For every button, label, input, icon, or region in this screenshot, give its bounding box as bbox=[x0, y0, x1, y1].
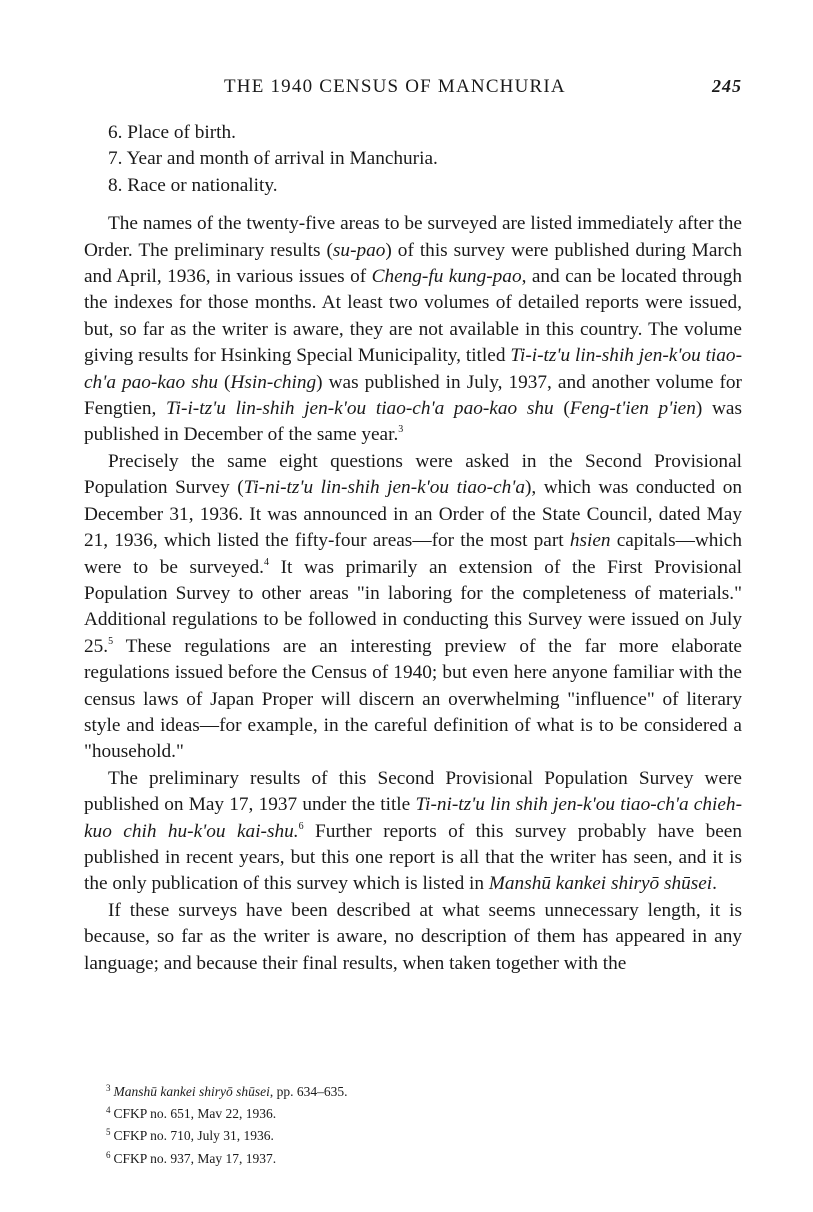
running-title: THE 1940 CENSUS OF MANCHURIA bbox=[224, 76, 566, 97]
footnotes bbox=[106, 1079, 726, 1168]
running-head bbox=[112, 76, 742, 106]
list-item: 8. Race or nationality. bbox=[108, 174, 278, 196]
footnote-ref: 5 bbox=[108, 635, 114, 647]
body-text bbox=[84, 120, 742, 977]
paragraph-2: Precisely the same eight questions were asked in the Second Provisional Population Survey (Ti-ni-tz'u lin-shih jen-k'ou tiao-ch'a), which was conducted on December 31, 1936. It was announced in an Order of the State Council, dated May 21, 1936, which listed the fifty-four areas—for the most part hsien capitals—which were to be surveyed.$^4$ It was primarily an extension of the First Provisional Population Survey to other areas "in laboring for the completeness of materials." Additional regulations to be followed in conducting this Survey were issued on July 25.$^5$ These regulations are an interesting preview of the far more elaborate regulations issued before the Census of 1940; but even here anyone familiar with the census laws of Japan Proper will discern an overwhelming "influence" of literary style and ideas—for example, in the careful definition of what is to be considered a "household." bbox=[84, 450, 742, 763]
list-item: 6. Place of birth. bbox=[108, 122, 236, 143]
footnote-ref: 4 bbox=[263, 556, 269, 568]
paragraph-1: The names of the twenty-five areas to be surveyed are listed immediately after the Order. The preliminary results (su-pao) of this survey were published during March and April, 1936, in various issues of Cheng-fu kung-pao, and can be located through the indexes for those months. At least two volumes of detailed reports were issued, but, so far as the writer is aware, they are not available in this country. The volume giving results for Hsinking Special Municipality, titled Ti-i-tz'u lin-shih jen-k'ou tiao-ch'a pao-kao shu (Hsin-ching) was published in July, 1937, and another volume for Fengtien, Ti-i-tz'u lin-shih jen-k'ou tiao-ch'a pao-kao shu (Feng-t'ien p'ien) was published in December of the same year.$^3$ bbox=[84, 213, 743, 446]
footnote-ref: 6 bbox=[298, 820, 304, 832]
paragraph-3: The preliminary results of this Second Provisional Population Survey were published on May 17, 1937 under the title Ti-ni-tz'u lin shih jen-k'ou tiao-ch'a chieh-kuo chih hu-k'ou kai-shu.$^6$ Further reports of this survey probably have been published in recent years, but this one report is all that the writer has seen, and it is the only publication of this survey which is listed in Manshū kankei shiryō shūsei. bbox=[84, 767, 742, 895]
footnote-ref: 3 bbox=[398, 424, 404, 436]
footnote: $^3$ Manshū kankei shiryō shūsei, pp. 634–635. bbox=[106, 1083, 348, 1099]
list-item: 7. Year and month of arrival in Manchuria. bbox=[108, 148, 438, 170]
footnote: $^5$ CFKP no. 710, July 31, 1936. bbox=[106, 1127, 274, 1144]
page-number: 245 bbox=[712, 76, 742, 96]
footnote: $^4$ CFKP no. 651, Mav 22, 1936. bbox=[106, 1105, 277, 1122]
paragraph-4: If these surveys have been described at what seems unnecessary length, it is because, so far as the writer is aware, no description of them has appeared in any language; and because their final results, when taken together with the bbox=[84, 899, 742, 974]
footnote: $^6$ CFKP no. 937, May 17, 1937. bbox=[106, 1149, 277, 1166]
